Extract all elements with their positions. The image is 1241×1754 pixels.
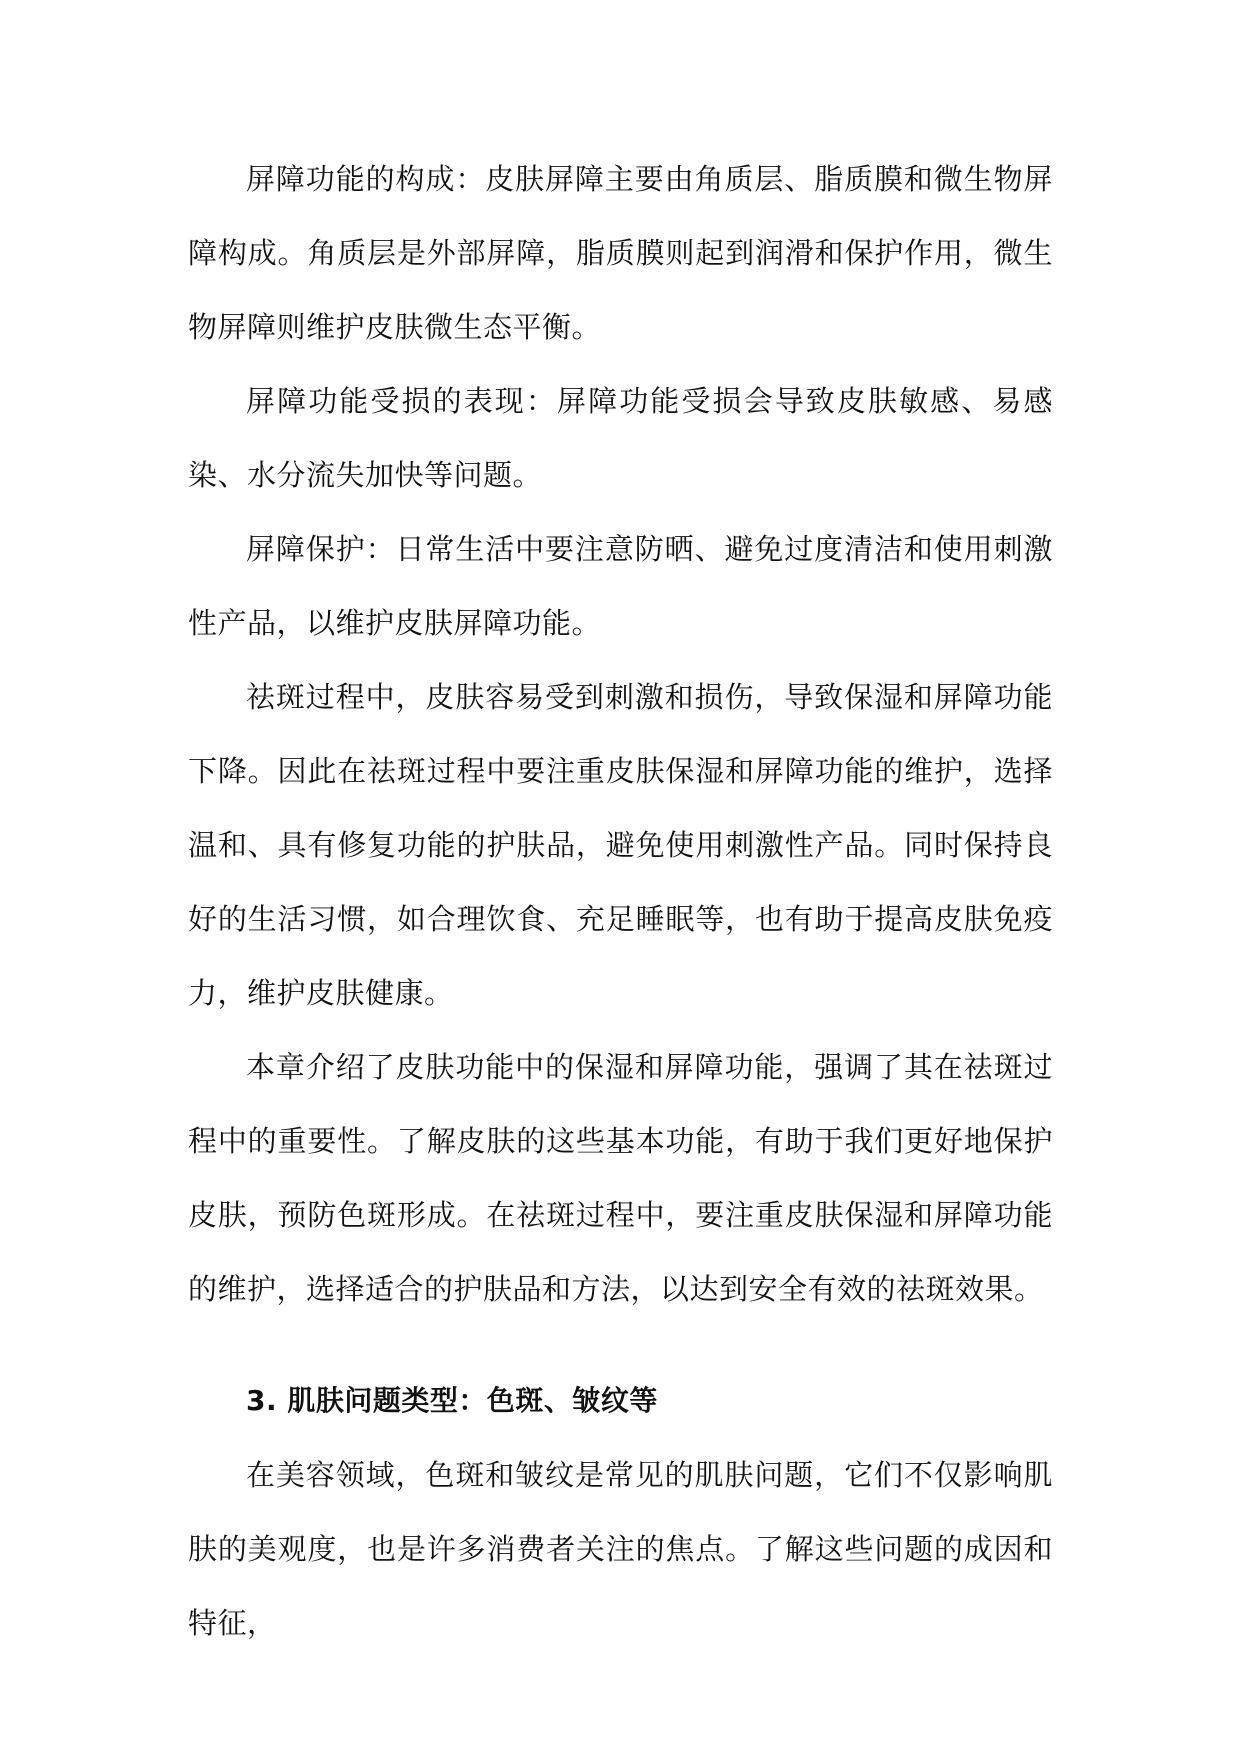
paragraph-spot-removal: 祛斑过程中，皮肤容易受到刺激和损伤，导致保湿和屏障功能下降。因此在祛斑过程中要注重皮肤保湿和屏障功能的维护，选择温和、具有修复功能的护肤品，避免使用刺激性产品。同时保持良好的生活习惯，如合理饮食、充足睡眠等，也有助于提高皮肤免疫力，维护皮肤健康。 (188, 680, 1053, 1010)
paragraph-skin-problems-intro: 在美容领域，色斑和皱纹是常见的肌肤问题，它们不仅影响肌肤的美观度，也是许多消费者关注的焦点。了解这些问题的成因和特征， (188, 1458, 1053, 1640)
paragraph-chapter-summary: 本章介绍了皮肤功能中的保湿和屏障功能，强调了其在祛斑过程中的重要性。了解皮肤的这些基本功能，有助于我们更好地保护皮肤，预防色斑形成。在祛斑过程中，要注重皮肤保湿和屏障功能的维护，选择适合的护肤品和方法，以达到安全有效的祛斑效果。 (188, 1050, 1053, 1306)
paragraph-barrier-protection: 屏障保护：日常生活中要注意防晒、避免过度清洁和使用刺激性产品，以维护皮肤屏障功能。 (188, 532, 1053, 640)
section-heading: 3. 肌肤问题类型：色斑、皱纹等 (246, 1384, 658, 1417)
paragraph-barrier-damage: 屏障功能受损的表现：屏障功能受损会导致皮肤敏感、易感染、水分流失加快等问题。 (188, 384, 1053, 492)
paragraph-barrier-composition: 屏障功能的构成：皮肤屏障主要由角质层、脂质膜和微生物屏障构成。角质层是外部屏障，脂质膜则起到润滑和保护作用，微生物屏障则维护皮肤微生态平衡。 (188, 162, 1053, 344)
document-body (188, 142, 1053, 1660)
